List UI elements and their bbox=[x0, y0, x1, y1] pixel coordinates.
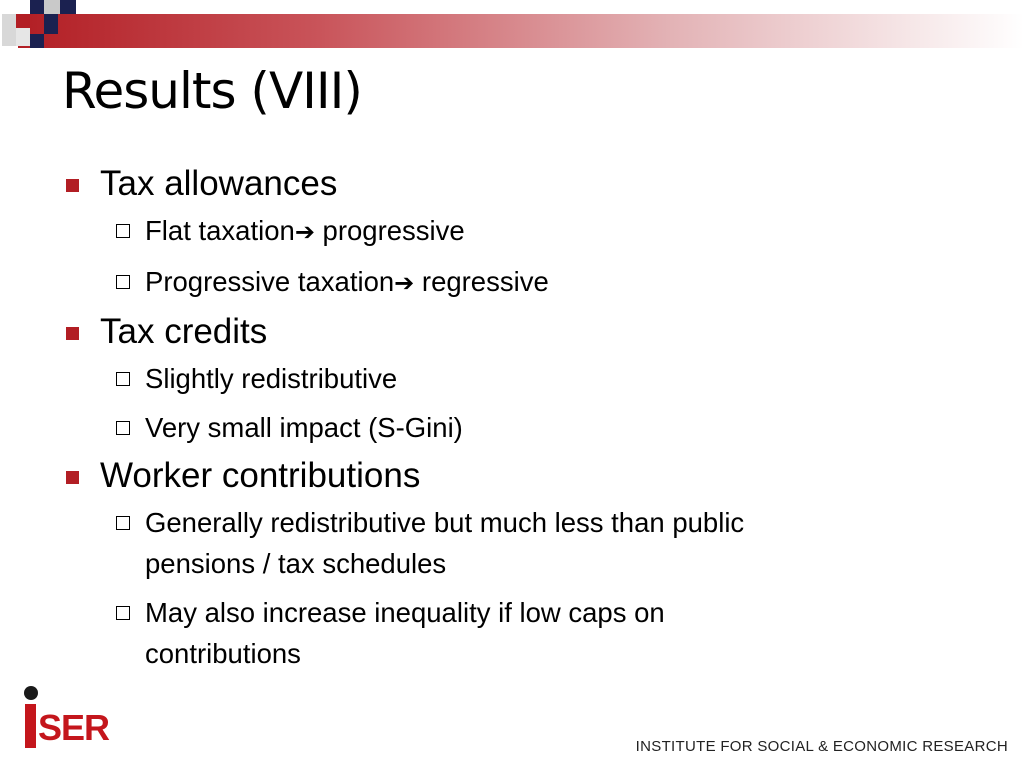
hollow-square-icon bbox=[116, 606, 130, 620]
bullet-tax-credits bbox=[60, 312, 960, 352]
hollow-square-icon bbox=[116, 372, 130, 386]
sub-bullet-text: Very small impact (S-Gini) bbox=[145, 412, 463, 443]
bullet-heading: Tax credits bbox=[100, 312, 268, 351]
sub-bullet-flat-taxation bbox=[60, 210, 960, 253]
header-decor-square bbox=[30, 0, 44, 14]
right-arrow-icon: ➔ bbox=[394, 269, 415, 297]
sub-bullet-text: May also increase inequality if low caps on bbox=[145, 597, 665, 628]
header-decor-square bbox=[60, 0, 76, 14]
logo-dot bbox=[24, 686, 38, 700]
sub-bullet-may-increase-inequality bbox=[60, 592, 960, 674]
header-gradient-bar bbox=[18, 14, 1024, 48]
hollow-square-icon bbox=[116, 421, 130, 435]
header-decor-square bbox=[2, 14, 16, 46]
header-decor-square bbox=[16, 28, 30, 46]
bullet-heading: Worker contributions bbox=[100, 456, 421, 495]
sub-bullet-text: Flat taxation bbox=[145, 215, 295, 246]
hollow-square-icon bbox=[116, 275, 130, 289]
bullet-worker-contributions bbox=[60, 456, 960, 496]
sub-bullet-text: Progressive taxation bbox=[145, 266, 395, 297]
red-square-icon bbox=[66, 179, 79, 192]
header-decor-square bbox=[30, 34, 44, 48]
header-decor-square bbox=[44, 0, 60, 14]
sub-bullet-very-small-impact bbox=[60, 407, 960, 448]
red-square-icon bbox=[66, 471, 79, 484]
institute-name: INSTITUTE FOR SOCIAL & ECONOMIC RESEARCH bbox=[635, 738, 1008, 755]
header-decor-square bbox=[16, 14, 30, 28]
hollow-square-icon bbox=[116, 224, 130, 238]
sub-bullet-progressive-taxation bbox=[60, 261, 960, 304]
slide-content bbox=[60, 164, 960, 674]
sub-bullet-slightly-redistributive bbox=[60, 358, 960, 399]
iser-logo bbox=[14, 686, 110, 752]
red-square-icon bbox=[66, 327, 79, 340]
hollow-square-icon bbox=[116, 516, 130, 530]
right-arrow-icon: ➔ bbox=[294, 218, 315, 246]
sub-bullet-text: Slightly redistributive bbox=[145, 363, 398, 394]
slide-title: Results (VIII) bbox=[62, 62, 362, 120]
header-decor-square bbox=[44, 14, 58, 34]
sub-bullet-text: regressive bbox=[414, 266, 549, 297]
sub-bullet-text: contributions bbox=[145, 638, 301, 669]
sub-bullet-generally-redistributive bbox=[60, 502, 960, 584]
sub-bullet-text: Generally redistributive but much less than public bbox=[145, 507, 745, 538]
sub-bullet-text: progressive bbox=[314, 215, 465, 246]
logo-text: SER bbox=[38, 707, 110, 748]
bullet-tax-allowances bbox=[60, 164, 960, 204]
sub-bullet-text: pensions / tax schedules bbox=[145, 548, 447, 579]
logo-stem bbox=[25, 704, 36, 748]
bullet-heading: Tax allowances bbox=[100, 164, 338, 203]
